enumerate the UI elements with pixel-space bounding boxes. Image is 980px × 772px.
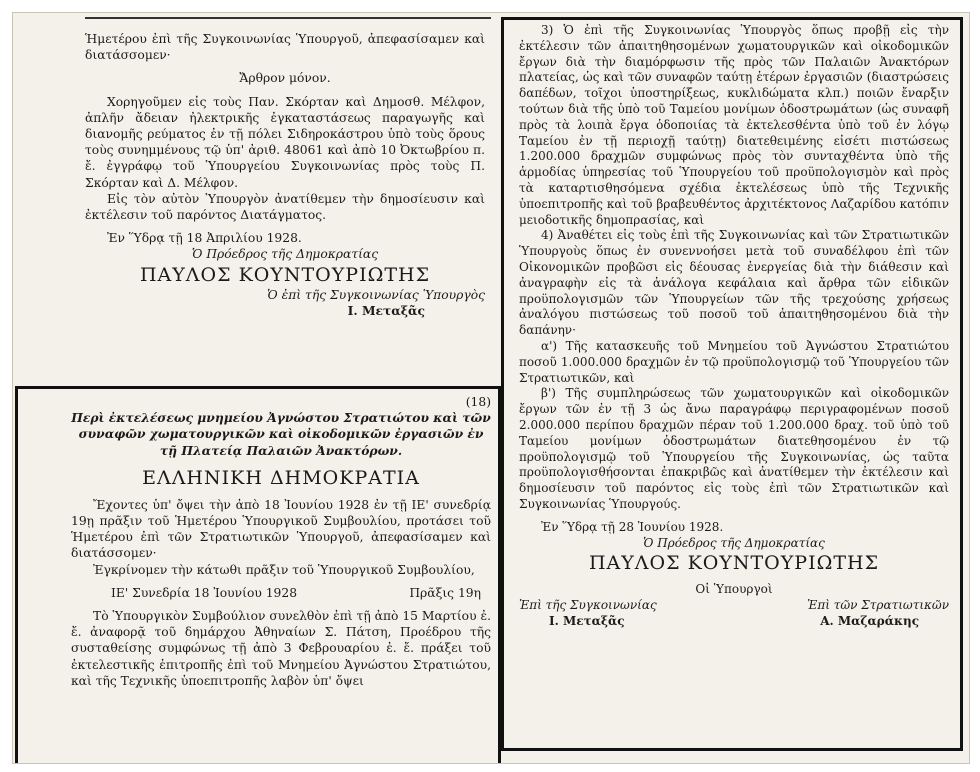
article-heading: Ἄρθρον μόνον. xyxy=(239,71,331,86)
paragraph-3: 3) Ὁ ἐπὶ τῆς Συγκοινωνίας Ὑπουργὸς ὅπως προβῇ εἰς τὴν ἐκτέλεσιν τῶν ἀπαιτηθησομένων χωματουργικῶν καὶ οἰκοδομικῶν ἔργων διὰ τὴν διαμόρφωσιν τῆς πρὸς τῶν Παλαιῶν Ἀνακτόρων πλατείας, ὡς καὶ τῶν συναφῶν ταύτῃ ἑτέρων ἐργασιῶν (διαστρώσεις δαπέδων, τοῖχοι ὑποστηρίξεως, κυκλιδώματα κλπ.) ποιῶν ἔναρξιν τούτων διὰ τῆς ὑπὸ τοῦ Ταμείου μονίμων ὁδοστρωμάτων (ὡς συναφῆ πρὸς τὰ λοιπὰ ἔργα ὁδοποιίας τὰ ἐκτελεσθέντα ὑπὸ τοῦ ἐν λόγῳ Ταμείου ἐν τῇ περιοχῇ ταύτῃ) διατεθειμένης εἰσέτι πιστώσεως 1.200.000 δραχμῶν συμφώνως πρὸς τὸν συνταχθέντα ὑπὸ τῆς ἁρμοδίας ὑπηρεσίας τοῦ Ὑπουργείου τοῦ προϋπολογισμὸν καὶ πρὸς τὰ καταρτισθησόμενα σχέδια ἐκτελέσεως ὑπὸ τῆς Τεχνικῆς ὑποεπιτροπῆς καὶ τοῦ βραβευθέντος ἀρχιτέκτονος Λαζαρίδου κατόπιν μειοδοτικῆς δημοπρασίας, καὶ xyxy=(519,23,949,227)
decree-top-left xyxy=(85,31,485,319)
decree-paragraph-1: Χορηγοῦμεν εἰς τοὺς Παν. Σκόρταν καὶ Δημοσθ. Μέλφον, ἀπλῆν ἄδειαν ἠλεκτρικῆς ἐγκαταστάσεως παραγωγῆς καὶ διανομῆς ρεύματος ἐν τῇ πόλει Σιδηροκάστρου ὑπὸ τοὺς ὅρους τοὺς συνημμένους τῷ ὑπ' ἀριθ. 48061 καὶ ἀπὸ 10 Ὀκτωβρίου π. ἔ. ἐγγράφῳ τοῦ Ὑπουργείου Συγκοινωνίας πρὸς τοὺς Π. Σκόρταν καὶ Δ. Μέλφον. xyxy=(85,94,485,190)
minister-2-title: Ἐπὶ τῶν Στρατιωτικῶν xyxy=(807,598,949,613)
decree-intro: Ἡμετέρου ἐπὶ τῆς Συγκοινωνίας Ὑπουργοῦ, ἀπεφασίσαμεν καὶ διατάσσομεν· xyxy=(85,32,485,63)
decree-18-paragraph-2: Ἐγκρίνομεν τὴν κάτωθι πρᾶξιν τοῦ Ὑπουργικοῦ Συμβουλίου, xyxy=(93,562,475,577)
minister-name: Ι. Μεταξᾶς xyxy=(347,302,425,318)
minister-1-name: Ι. Μεταξᾶς xyxy=(549,613,625,628)
ministers-label: Οἱ Ὑπουργοὶ xyxy=(695,582,773,597)
paragraph-4: 4) Ἀναθέτει εἰς τοὺς ἐπὶ τῆς Συγκοινωνίας καὶ τῶν Στρατιωτικῶν Ὑπουργοὺς ὅπως ἐν συνεννοήσει μετὰ τοῦ συναδέλφου ἐπὶ τῶν Οἰκονομικῶν προβῶσι εἰς δέουσας ἐνεργείας διὰ τὴν διάθεσιν καὶ ἀναγραφὴν εἰς τὰ ἀνάλογα κεφάλαια καὶ ἄρθρα τῶν εἰδικῶν προϋπολογισμῶν τῶν Ὑπουργείων τῶν τῆς τρεχούσης χρήσεως ἀναλόγου πιστώσεως τοῦ ποσοῦ τοῦ ἀπαιτηθησομένου διὰ τὴν δαπάνην· xyxy=(519,228,949,338)
session-label: ΙΕ' Συνεδρία 18 Ἰουνίου 1928 xyxy=(111,585,298,600)
decree-number: (18) xyxy=(465,395,491,409)
minister-1-title: Ἐπὶ τῆς Συγκοινωνίας xyxy=(519,598,657,613)
paragraph-b: β') Τῆς συμπληρώσεως τῶν χωματουργικῶν καὶ οἰκοδομικῶν ἔργων τῶν ἐν τῇ 3 ὡς ἄνω παραγράφῳ περιγραφομένων ποσοῦ 2.000.000 περίπου δραχμῶν πέραν τοῦ 1.200.000 δραχ. τοῦ ὑπὸ τοῦ Ταμείου μονίμων ὁδοστρωμάτων διατεθησομένου ἐν τῷ προϋπολογισμῷ τοῦ Ὑπουργείου τῆς Συγκοινωνίας, ὡς ταῦτα προϋπολογισθήσονται ἐπακριβῶς καὶ ἀνατίθεμεν τὴν ἐκτέλεσιν καὶ δημοσίευσιν τοῦ παρόντος εἰς τοὺς ἐπὶ τῶν Στρατιωτικῶν καὶ Συγκοινωνίας Ὑπουργούς. xyxy=(519,386,949,511)
decree-18-paragraph-1: Ἔχοντες ὑπ' ὄψει τὴν ἀπὸ 18 Ἰουνίου 1928 ἐν τῇ ΙΕ' συνεδρίᾳ 19ῃ πρᾶξιν τοῦ Ἡμετέρου Ὑπουργικοῦ Συμβουλίου, προτάσει τοῦ Ἡμετέρου ἐπὶ τῶν Στρατιωτικῶν Ὑπουργοῦ, ἀπεφασίσαμεν καὶ διατάσσομεν· xyxy=(71,497,491,561)
decree-18 xyxy=(71,394,491,689)
paragraph-a: α') Τῆς κατασκευῆς τοῦ Μνημείου τοῦ Ἀγνώστου Στρατιώτου ποσοῦ 1.000.000 δραχμῶν ἐν τῷ προϋπολογισμῷ τοῦ Ὑπουργείου τῶν Στρατιωτικῶν, καὶ xyxy=(519,338,949,385)
president-title: Ὁ Πρόεδρος τῆς Δημοκρατίας xyxy=(191,247,379,262)
right-president-title: Ὁ Πρόεδρος τῆς Δημοκρατίας xyxy=(643,535,825,550)
newspaper-page xyxy=(12,12,970,764)
republic-heading: ΕΛΛΗΝΙΚΗ ΔΗΜΟΚΡΑΤΙΑ xyxy=(142,466,420,489)
top-divider-rule xyxy=(85,17,491,19)
president-name: ΠΑΥΛΟΣ ΚΟΥΝΤΟΥΡΙΩΤΗΣ xyxy=(139,263,431,286)
decree-date: Ἐν Ὕδρᾳ τῇ 18 Ἀπριλίου 1928. xyxy=(107,231,302,246)
minister-2-name: Α. Μαζαράκης xyxy=(820,613,919,628)
decree-paragraph-2: Εἰς τὸν αὐτὸν Ὑπουργὸν ἀνατίθεμεν τὴν δημοσίευσιν καὶ ἐκτέλεσιν τοῦ παρόντος Διατάγματος. xyxy=(85,191,485,223)
right-date: Ἐν Ὕδρᾳ τῇ 28 Ἰουνίου 1928. xyxy=(541,519,724,534)
minister-title: Ὁ ἐπὶ τῆς Συγκοινωνίας Ὑπουργὸς xyxy=(267,287,485,302)
act-label: Πρᾶξις 19η xyxy=(409,585,481,600)
right-president-name: ΠΑΥΛΟΣ ΚΟΥΝΤΟΥΡΙΩΤΗΣ xyxy=(588,552,880,575)
decree-subject: Περὶ ἐκτελέσεως μνημείου Ἀγνώστου Στρατιώτου καὶ τῶν συναφῶν χωματουργικῶν καὶ οἰκοδομικῶν ἐργασιῶν ἐν τῇ Πλατείᾳ Παλαιῶν Ἀνακτόρων. xyxy=(71,410,491,458)
decree-18-paragraph-3: Τὸ Ὑπουργικὸν Συμβούλιον συνελθὸν ἐπὶ τῇ ἀπὸ 15 Μαρτίου ἐ. ἔ. ἀναφορᾷ τοῦ δημάρχου Ἀθηναίων Σ. Πάτση, Προέδρου τῆς συσταθείσης συμφώνως τῇ ἀπὸ 3 Φεβρουαρίου ἐ. ἔ. πράξει τοῦ ἐκτελεστικῆς ἐπιτροπῆς ἐπὶ τοῦ Μνημείου Ἀγνώστου Στρατιώτου, καὶ τῆς Τεχνικῆς ὑποεπιτροπῆς λαβὸν ὑπ' ὄψει xyxy=(71,609,491,688)
right-column xyxy=(519,23,949,630)
